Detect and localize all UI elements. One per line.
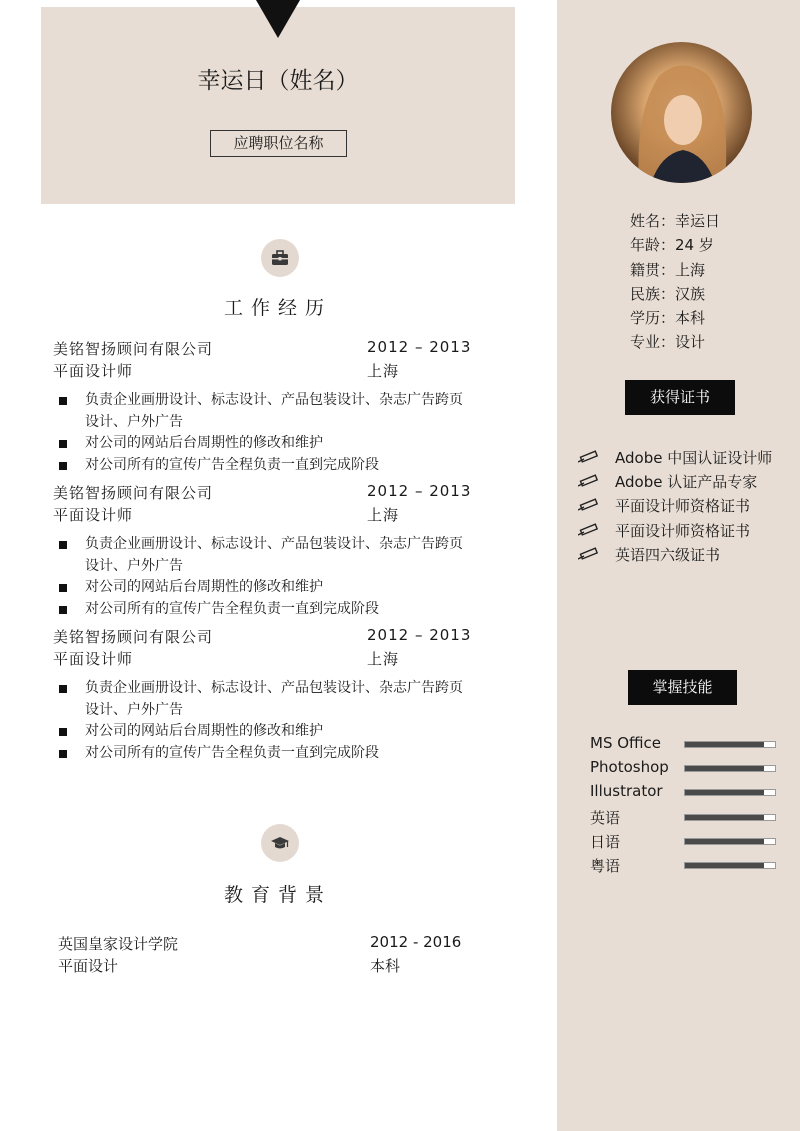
skill-item — [590, 855, 780, 879]
certificate-item — [578, 495, 772, 519]
major: 平面设计 — [58, 957, 119, 975]
company-name: 美铭智扬顾问有限公司 — [53, 484, 214, 502]
skill-name: 英语 — [590, 808, 621, 827]
duty-item: 对公司所有的宣传广告全程负责一直到完成阶段 — [53, 743, 473, 765]
company-name: 美铭智扬顾问有限公司 — [53, 340, 214, 358]
duty-item: 对公司所有的宣传广告全程负责一直到完成阶段 — [53, 455, 473, 477]
duty-item: 对公司的网站后台周期性的修改和维护 — [53, 433, 473, 455]
info-line: 年龄：24 岁 — [630, 236, 714, 255]
skill-name: 日语 — [590, 832, 621, 851]
duty-list — [53, 390, 513, 476]
job-years: 2012 – 2013 — [367, 482, 472, 500]
certificate-item — [578, 544, 772, 568]
skill-bar — [684, 862, 776, 869]
candidate-name: 幸运日（姓名） — [197, 68, 359, 94]
work-section-title: 工作经历 — [223, 297, 332, 319]
skill-bar-fill — [685, 766, 764, 771]
position-title: 应聘职位名称 — [210, 130, 347, 157]
header-triangle-decoration — [256, 0, 300, 38]
job-location: 上海 — [367, 506, 400, 524]
skill-name: MS Office — [590, 734, 662, 752]
job-years: 2012 – 2013 — [367, 626, 472, 644]
job-years: 2012 – 2013 — [367, 338, 472, 356]
personal-info — [630, 210, 720, 356]
skill-item — [590, 782, 780, 806]
job-entry — [53, 338, 513, 476]
company-name: 美铭智扬顾问有限公司 — [53, 628, 214, 646]
info-line: 专业：设计 — [630, 333, 706, 352]
duty-list — [53, 678, 513, 764]
skill-name: 粤语 — [590, 856, 621, 875]
skills-list — [590, 734, 780, 879]
skill-bar-fill — [685, 839, 764, 844]
job-role: 平面设计师 — [53, 362, 134, 380]
skill-bar — [684, 765, 776, 772]
skill-bar — [684, 741, 776, 748]
duty-item: 对公司的网站后台周期性的修改和维护 — [53, 721, 473, 743]
education-section-title: 教育背景 — [223, 884, 332, 906]
school-name: 英国皇家设计学院 — [58, 935, 179, 953]
skill-bar-fill — [685, 790, 764, 795]
job-entry — [53, 482, 513, 620]
certificate-label: Adobe 认证产品专家 — [615, 473, 758, 492]
info-line: 学历：本科 — [630, 309, 706, 328]
skill-item — [590, 758, 780, 782]
duty-item: 负责企业画册设计、标志设计、产品包装设计、杂志广告跨页设计、户外广告 — [53, 534, 473, 577]
degree: 本科 — [370, 957, 401, 975]
diploma-icon — [578, 547, 600, 561]
skill-name: Illustrator — [590, 782, 663, 801]
skill-bar — [684, 838, 776, 845]
info-line: 籍贯：上海 — [630, 260, 706, 279]
certificates-heading: 获得证书 — [625, 380, 735, 415]
skill-bar-fill — [685, 815, 764, 820]
skill-item — [590, 831, 780, 855]
diploma-icon — [578, 450, 600, 464]
duty-item: 对公司所有的宣传广告全程负责一直到完成阶段 — [53, 599, 473, 621]
diploma-icon — [578, 498, 600, 512]
avatar — [611, 42, 752, 183]
certificate-item — [578, 520, 772, 544]
skill-item — [590, 807, 780, 831]
info-line: 姓名：幸运日 — [630, 212, 721, 230]
graduation-cap-icon — [261, 824, 299, 862]
skills-heading: 掌握技能 — [628, 670, 737, 705]
job-entry — [53, 626, 513, 764]
duty-item: 负责企业画册设计、标志设计、产品包装设计、杂志广告跨页设计、户外广告 — [53, 678, 473, 721]
diploma-icon — [578, 474, 600, 488]
job-role: 平面设计师 — [53, 506, 134, 524]
certificate-item — [578, 447, 772, 471]
duty-item: 对公司的网站后台周期性的修改和维护 — [53, 577, 473, 599]
job-location: 上海 — [367, 650, 400, 668]
skill-item — [590, 734, 780, 758]
job-role: 平面设计师 — [53, 650, 134, 668]
education-entry — [58, 933, 478, 977]
certificate-label: 英语四六级证书 — [615, 545, 721, 564]
skill-bar-fill — [685, 742, 764, 747]
certificate-list — [578, 447, 772, 568]
skill-bar-fill — [685, 863, 764, 868]
duty-item: 负责企业画册设计、标志设计、产品包装设计、杂志广告跨页设计、户外广告 — [53, 390, 473, 433]
education-years: 2012 - 2016 — [370, 933, 462, 951]
skill-bar — [684, 814, 776, 821]
skill-name: Photoshop — [590, 758, 669, 777]
skill-bar — [684, 789, 776, 796]
certificate-label: 平面设计师资格证书 — [615, 497, 751, 516]
briefcase-icon — [261, 239, 299, 277]
certificate-label: Adobe 中国认证设计师 — [615, 449, 773, 467]
certificate-item — [578, 471, 772, 495]
diploma-icon — [578, 523, 600, 537]
duty-list — [53, 534, 513, 620]
job-location: 上海 — [367, 362, 400, 380]
certificate-label: 平面设计师资格证书 — [615, 521, 751, 540]
info-line: 民族：汉族 — [630, 284, 706, 303]
